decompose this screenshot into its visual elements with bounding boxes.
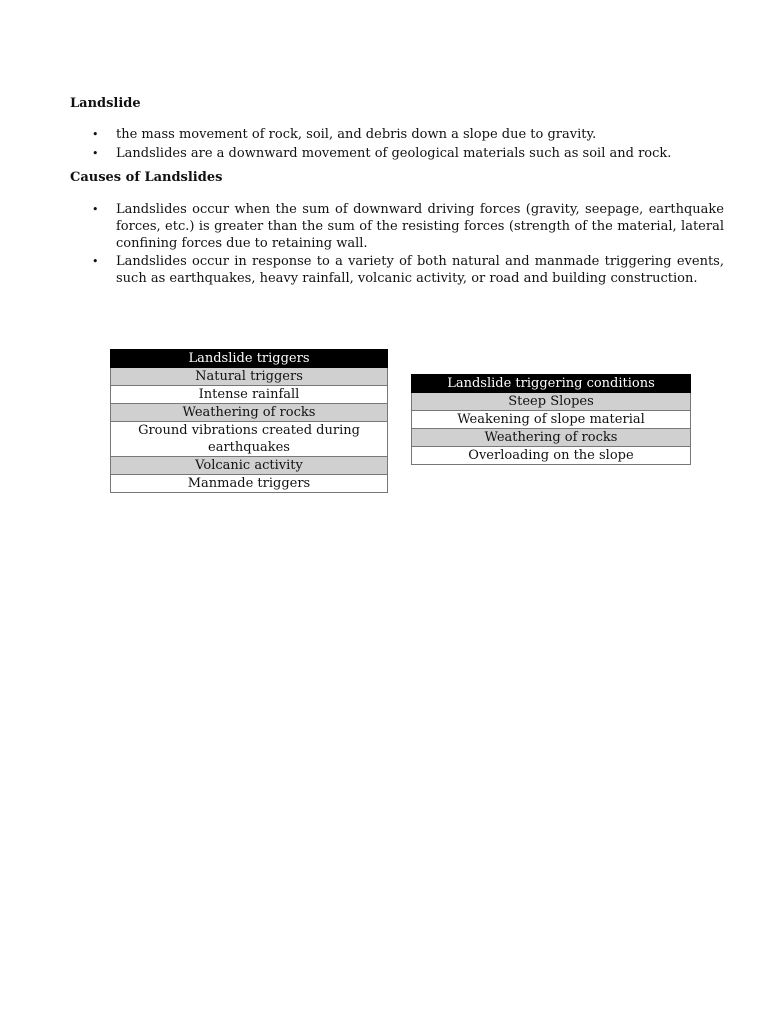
table-row xyxy=(111,368,388,386)
table-header: Landslide triggering conditions xyxy=(412,375,691,393)
table-row xyxy=(111,386,388,404)
landslide-bullet-list xyxy=(70,126,730,164)
landslide-triggers-table xyxy=(110,349,388,493)
table-cell: Manmade triggers xyxy=(111,475,388,493)
table-row xyxy=(412,447,691,465)
table-row xyxy=(111,475,388,493)
table-row xyxy=(111,422,388,457)
heading-causes: Causes of Landslides xyxy=(70,170,223,185)
table-cell: Intense rainfall xyxy=(111,386,388,404)
table-row xyxy=(412,429,691,447)
causes-bullet-list xyxy=(70,201,724,288)
triggering-conditions-table xyxy=(411,374,691,465)
list-item: • the mass movement of rock, soil, and debris down a slope due to gravity. xyxy=(70,126,730,143)
table-cell: Weakening of slope material xyxy=(412,411,691,429)
table-cell: Overloading on the slope xyxy=(412,447,691,465)
table-cell: Weathering of rocks xyxy=(412,429,691,447)
table-cell: Ground vibrations created during earthquakes xyxy=(111,422,388,457)
list-item: • Landslides occur in response to a variety of both natural and manmade triggering events, such as earthquakes, heavy rainfall, volcanic activity, or road and building construction. xyxy=(70,253,724,287)
table-cell: Weathering of rocks xyxy=(111,404,388,422)
table-cell: Steep Slopes xyxy=(412,393,691,411)
list-item: • Landslides are a downward movement of geological materials such as soil and rock. xyxy=(70,145,730,162)
list-item: • Landslides occur when the sum of downward driving forces (gravity, seepage, earthquake forces, etc.) is greater than the sum of the resisting forces (strength of the material, lateral confining forces due to retaining wall. xyxy=(70,201,724,252)
table-cell: Natural triggers xyxy=(111,368,388,386)
table-row xyxy=(412,393,691,411)
heading-landslide: Landslide xyxy=(70,96,141,111)
table-row xyxy=(412,411,691,429)
table-cell: Volcanic activity xyxy=(111,457,388,475)
table-header: Landslide triggers xyxy=(111,350,388,368)
table-row xyxy=(111,404,388,422)
table-row xyxy=(111,457,388,475)
